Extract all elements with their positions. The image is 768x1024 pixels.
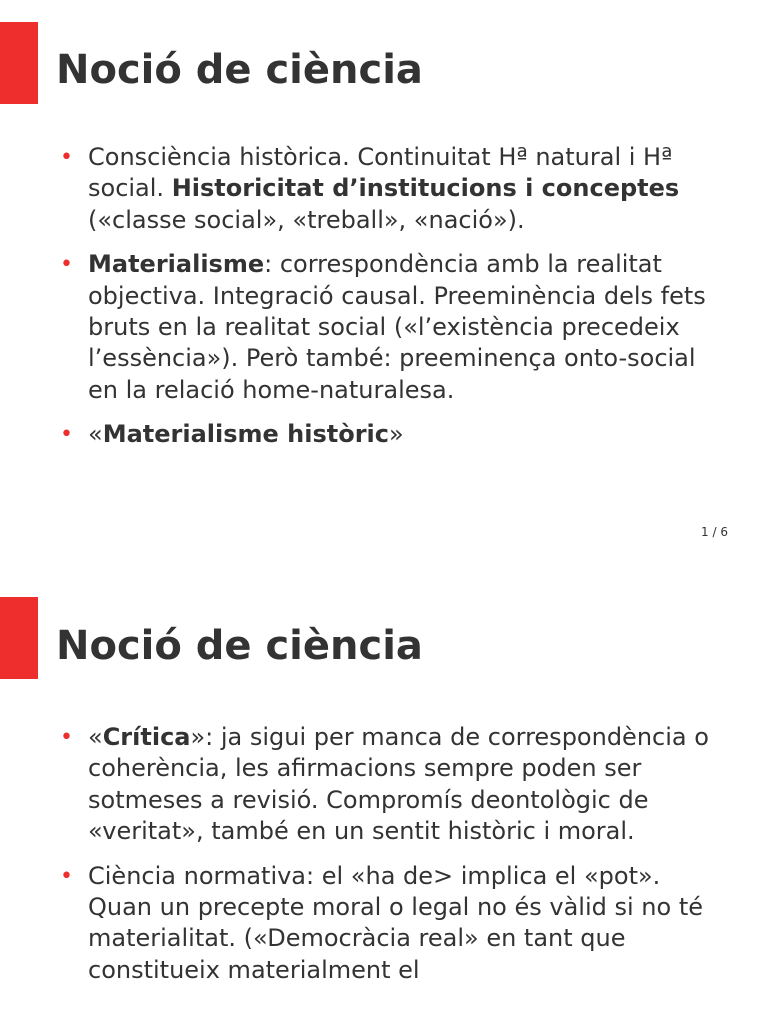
bullet-text: («classe social», «treball», «nació»). bbox=[88, 205, 525, 234]
bullet-dot-icon: • bbox=[60, 422, 73, 448]
bullet-dot-icon: • bbox=[60, 863, 73, 889]
bullet-text: : correspondència amb la realitat objectiva. Integració causal. Preeminència dels fets bruts en la realitat social («l’existència precedeix l’essència»). Però també: preeminença onto-social en la relació home-naturalesa. bbox=[88, 250, 706, 404]
bullet-dot-icon: • bbox=[60, 725, 73, 750]
slide-title: Noció de ciència bbox=[56, 47, 423, 93]
slide-2 bbox=[0, 576, 768, 1024]
bullet-item bbox=[60, 419, 720, 450]
bullet-text: « bbox=[88, 723, 103, 751]
slide-title: Noció de ciència bbox=[56, 623, 423, 669]
bullet-text: Ciència normativa: el «ha de> implica el «pot». Quan un precepte moral o legal no és vàlid si no té materialitat. («Democràcia real» en tant que constitueix materialment el bbox=[88, 861, 703, 984]
bullet-list bbox=[60, 722, 720, 999]
bullet-item bbox=[60, 249, 720, 406]
bullet-item bbox=[60, 722, 720, 848]
bullet-item bbox=[60, 142, 720, 236]
bullet-dot-icon: • bbox=[60, 145, 73, 170]
title-accent-bar bbox=[0, 22, 38, 104]
bullet-text: Consciència històrica. Continuitat Hª natural i Hª social. bbox=[88, 143, 673, 203]
bullet-text-bold: Materialisme històric bbox=[102, 420, 389, 449]
bullet-text: « bbox=[88, 420, 103, 449]
bullet-dot-icon: • bbox=[60, 252, 73, 278]
page-number: 1 / 6 bbox=[701, 525, 728, 539]
bullet-item bbox=[60, 861, 720, 987]
bullet-text-bold: Historicitat d’institucions i conceptes bbox=[171, 174, 680, 203]
bullet-list bbox=[60, 142, 720, 464]
bullet-text-bold: Crítica bbox=[102, 723, 191, 751]
bullet-text: » bbox=[389, 420, 404, 449]
bullet-text: »: ja sigui per manca de correspondència o coherència, les afirmacions sempre poden ser sotmeses a revisió. Compromís deontològic de «veritat», també en un sentit històric i moral. bbox=[88, 723, 709, 846]
title-accent-bar bbox=[0, 597, 38, 679]
bullet-text-bold: Materialisme bbox=[88, 250, 265, 279]
